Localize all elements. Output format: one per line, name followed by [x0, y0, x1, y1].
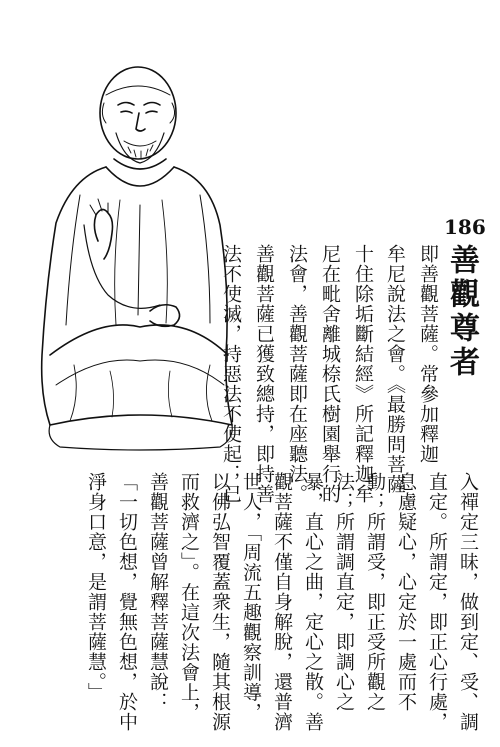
text-column: 淨身口意，是謂菩薩慧。」 [85, 472, 107, 703]
text-column: 動；所謂受，即正受所觀之 [364, 472, 386, 712]
text-column: 牟尼說法之會。《最勝問菩薩 [384, 244, 406, 495]
text-column: 觀菩薩不僅自身解脫，還普濟 [271, 472, 293, 732]
text-column: 「一切色想，覺無色想，於中 [116, 472, 138, 732]
text-column: 直定。所謂定，即正心行處， [426, 472, 448, 732]
text-column: 十住除垢斷結經》所記釋迦牟 [352, 244, 374, 504]
text-column: 入禪定三昧，做到定、受、調 [457, 472, 479, 732]
text-column: 法不使滅，持惡法不使起；已 [220, 244, 242, 504]
text-column: 以佛弘智覆蓋衆生，隨其根源 [209, 472, 231, 732]
text-column: 法會，善觀菩薩即在座聽法。 [286, 244, 308, 504]
page-number: 186 [444, 215, 486, 239]
arhat-title: 善觀尊者 [444, 244, 479, 380]
text-column: 法；所謂調直定，即調心之 [333, 472, 355, 712]
text-column: 而救濟之」。在這次法會上， [178, 472, 200, 723]
text-column: 息慮疑心，心定於一處而不 [395, 472, 417, 712]
text-column: 即善觀菩薩。常參加釋迦 [417, 244, 439, 464]
text-column: 尼在毗舍離城㮈氏樹園舉行的 [319, 244, 341, 504]
text-column: 善觀菩薩已獲致總持，即持善 [253, 244, 275, 504]
text-column: 暴，直心之曲，定心之散。善 [302, 472, 324, 732]
text-column: 善觀菩薩曾解釋菩薩慧說： [147, 472, 169, 712]
text-column: 世人，「周流五趣觀察訓導， [240, 472, 262, 723]
